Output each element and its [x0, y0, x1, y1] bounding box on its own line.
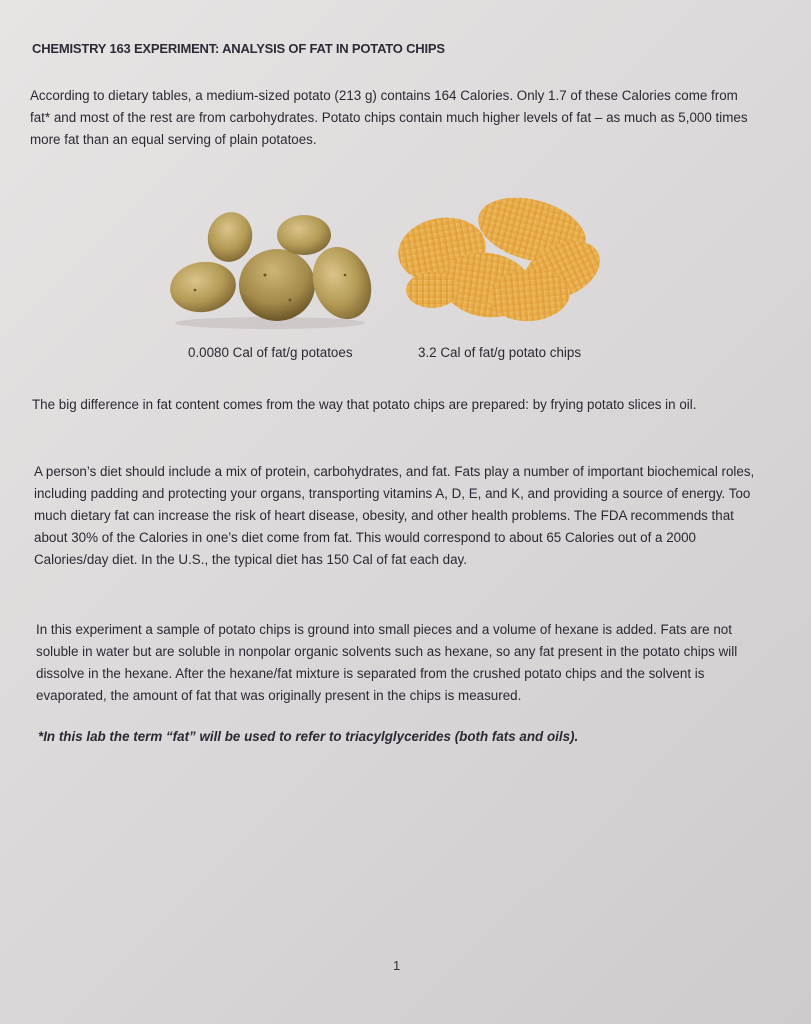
intro-paragraph: According to dietary tables, a medium-sized potato (213 g) contains 164 Calories. Only 1.7 of these Calories come from fat* and most of the rest are from carbohydrates. Potato chips contain much higher levels of fat – as much as 5,000 times more fat than an equal serving of plain potatoes.	[30, 88, 748, 147]
potatoes-caption: 0.0080 Cal of fat/g potatoes	[188, 345, 353, 360]
frying-paragraph: The big difference in fat content comes from the way that potato chips are prepared: by frying potato slices in oil.	[32, 397, 697, 412]
footnote: *In this lab the term “fat” will be used to refer to triacylglycerides (both fats and oils).	[38, 729, 579, 744]
page-number: 1	[393, 958, 401, 973]
experiment-paragraph: In this experiment a sample of potato chips is ground into small pieces and a volume of hexane is added. Fats are not soluble in water but are soluble in nonpolar organic solvents such as hexane, so any fat present in the potato chips will dissolve in the hexane. After the hexane/fat mixture is separated from the crushed potato chips and the solvent is evaporated, the amount of fat that was originally present in the chips is measured.	[36, 622, 738, 703]
document-title: CHEMISTRY 163 EXPERIMENT: ANALYSIS OF FAT IN POTATO CHIPS	[32, 41, 445, 56]
diet-paragraph: A person’s diet should include a mix of protein, carbohydrates, and fat. Fats play a number of important biochemical roles, including padding and protecting your organs, transporting vitamins A, D, E, and K, and providing a source of energy. Too much dietary fat can increase the risk of heart disease, obesity, and other health problems. The FDA recommends that about 30% of the Calories in one’s diet come from fat. This would correspond to about 65 Calories out of a 2000 Calories/day diet. In the U.S., the typical diet has 150 Cal of fat each day.	[34, 464, 755, 567]
chips-caption: 3.2 Cal of fat/g potato chips	[418, 345, 582, 360]
potatoes-image	[165, 205, 375, 330]
potato-chips-image	[392, 190, 612, 330]
